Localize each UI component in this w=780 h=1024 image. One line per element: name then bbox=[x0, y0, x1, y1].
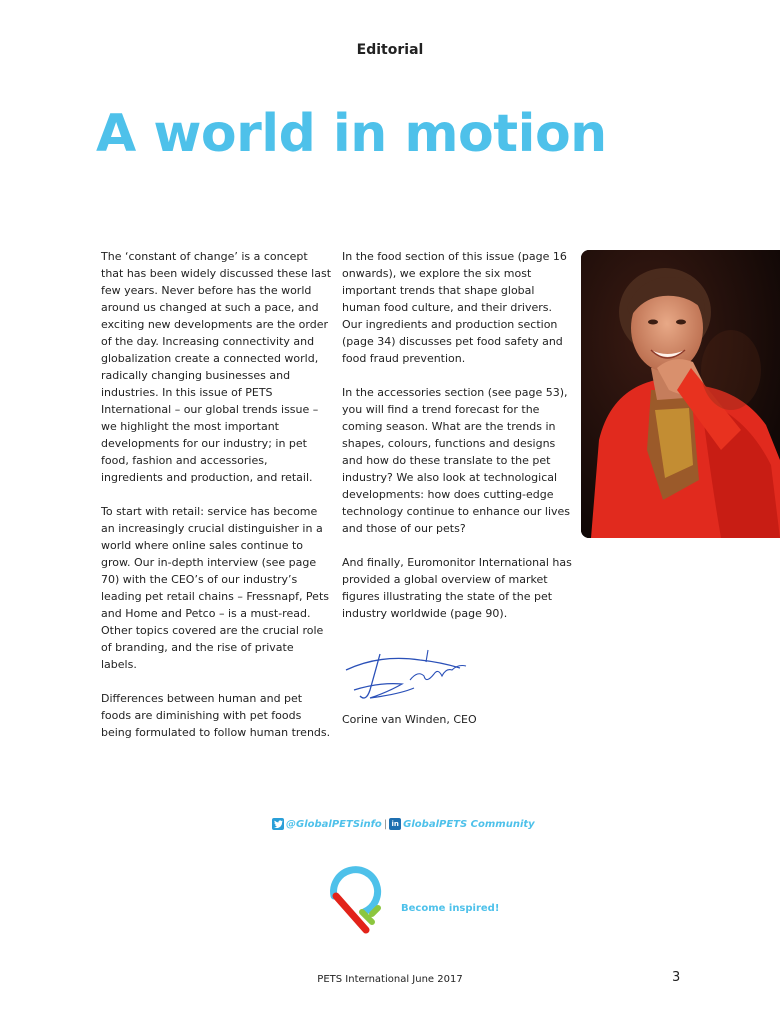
paragraph: And finally, Euromonitor International has provided a global overview of market figures illustrating the state of the pet industry worldwide (page 90). bbox=[342, 556, 572, 620]
paragraph: In the food section of this issue (page 16 onwards), we explore the six most important trends that shape global human food culture, and their drivers. Our ingredients and production section (page 34) discusses pet food safety and food fraud prevention. bbox=[342, 250, 567, 365]
signature bbox=[340, 640, 475, 708]
footer-publication: PETS International June 2017 bbox=[317, 974, 463, 985]
author-signoff: Corine van Winden, CEO bbox=[342, 713, 477, 726]
social-links bbox=[272, 816, 535, 832]
twitter-bird-icon bbox=[272, 818, 284, 830]
linkedin-community-link[interactable]: GlobalPETS Community bbox=[403, 818, 535, 830]
paragraph: The ‘constant of change’ is a concept that has been widely discussed these last few years. Never before has the world around us changed at such a pace, and exciting new developments are the order of the day. Increasing connectivity and globalization create a connected world, radically changing businesses and industries. In this issue of PETS International – our global trends issue – we highlight the most important developments for our industry; in pet food, fashion and accessories, ingredients and production, and retail. bbox=[101, 250, 332, 484]
author-photo bbox=[581, 250, 780, 538]
paragraph: To start with retail: service has become an increasingly crucial distinguisher in a world where online sales continue to grow. Our in-depth interview (see page 70) with the CEO’s of our industry’s leading pet retail chains – Fressnapf, Pets and Home and Petco – is a must-read. Other topics covered are the crucial role of branding, and the rise of private labels. bbox=[101, 505, 329, 671]
author-portrait-image bbox=[581, 250, 780, 538]
social-separator: | bbox=[383, 818, 388, 830]
paragraph: Differences between human and pet foods are diminishing with pet foods being formulated to follow human trends. bbox=[101, 692, 331, 739]
pets-logo-icon bbox=[328, 866, 384, 936]
tagline: Become inspired! bbox=[401, 903, 500, 914]
paragraph: In the accessories section (see page 53), you will find a trend forecast for the coming season. What are the trends in shapes, colours, functions and designs and how do these translate to the pet industry? We also look at technological developments: how does cutting-edge technology continue to enhance our lives and those of our pets? bbox=[342, 386, 571, 535]
page-title: A world in motion bbox=[96, 104, 607, 164]
page-number: 3 bbox=[672, 970, 681, 985]
section-label: Editorial bbox=[356, 42, 424, 58]
article-column-left bbox=[101, 248, 331, 758]
article-column-middle bbox=[342, 248, 572, 639]
linkedin-icon: in bbox=[389, 818, 401, 830]
twitter-handle-link[interactable]: @GlobalPETSinfo bbox=[286, 818, 382, 830]
